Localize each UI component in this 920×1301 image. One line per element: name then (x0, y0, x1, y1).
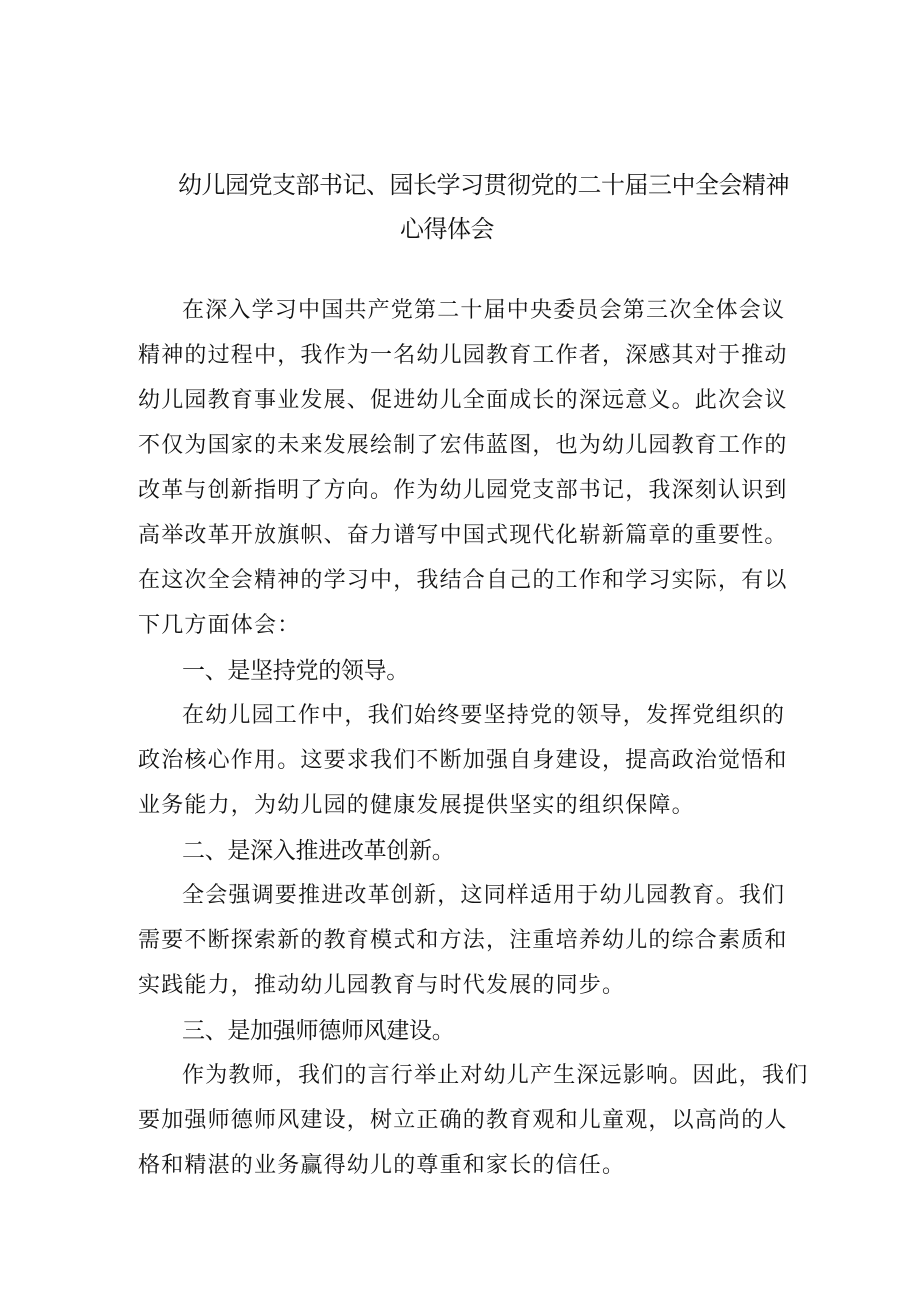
intro-paragraph-line: 精神的过程中，我作为一名幼儿园教育工作者，深感其对于推动 (138, 343, 788, 368)
intro-paragraph-line: 在这次全会精神的学习中，我结合自己的工作和学习实际，有以 (138, 568, 788, 593)
intro-paragraph-line: 不仅为国家的未来发展绘制了宏伟蓝图，也为幼儿园教育工作的 (138, 433, 788, 458)
section-heading-2: 二、是深入推进改革创新。 (182, 838, 455, 864)
intro-paragraph-line: 改革与创新指明了方向。作为幼儿园党支部书记，我深刻认识到 (138, 478, 788, 503)
intro-paragraph-line: 高举改革开放旗帜、奋力谱写中国式现代化崭新篇章的重要性。 (138, 523, 788, 548)
section-heading-3: 三、是加强师德师风建设。 (182, 1018, 455, 1044)
intro-paragraph-line: 幼儿园教育事业发展、促进幼儿全面成长的深远意义。此次会议 (138, 388, 788, 413)
section-1-line: 在幼儿园工作中，我们始终要坚持党的领导，发挥党组织的 (182, 703, 786, 728)
intro-paragraph-line: 下几方面体会： (138, 613, 301, 638)
section-heading-1: 一、是坚持党的领导。 (182, 658, 410, 684)
section-2-line: 实践能力，推动幼儿园教育与时代发展的同步。 (138, 973, 626, 998)
section-2-line: 需要不断探索新的教育模式和方法，注重培养幼儿的综合素质和 (138, 928, 788, 953)
section-1-line: 业务能力，为幼儿园的健康发展提供坚实的组织保障。 (138, 793, 695, 818)
section-1-line: 政治核心作用。这要求我们不断加强自身建设，提高政治觉悟和 (138, 748, 788, 773)
intro-paragraph-line: 在深入学习中国共产党第二十届中央委员会第三次全体会议 (182, 298, 786, 323)
document-title-line-1: 幼儿园党支部书记、园长学习贯彻党的二十届三中全会精神 (178, 171, 789, 199)
document-title-line-2: 心得体会 (400, 215, 494, 243)
section-2-line: 全会强调要推进改革创新，这同样适用于幼儿园教育。我们 (182, 883, 786, 908)
section-3-line: 格和精湛的业务赢得幼儿的尊重和家长的信任。 (138, 1153, 626, 1178)
section-3-line: 要加强师德师风建设，树立正确的教育观和儿童观，以高尚的人 (138, 1108, 788, 1133)
section-3-line: 作为教师，我们的言行举止对幼儿产生深远影响。因此，我们 (182, 1063, 809, 1088)
